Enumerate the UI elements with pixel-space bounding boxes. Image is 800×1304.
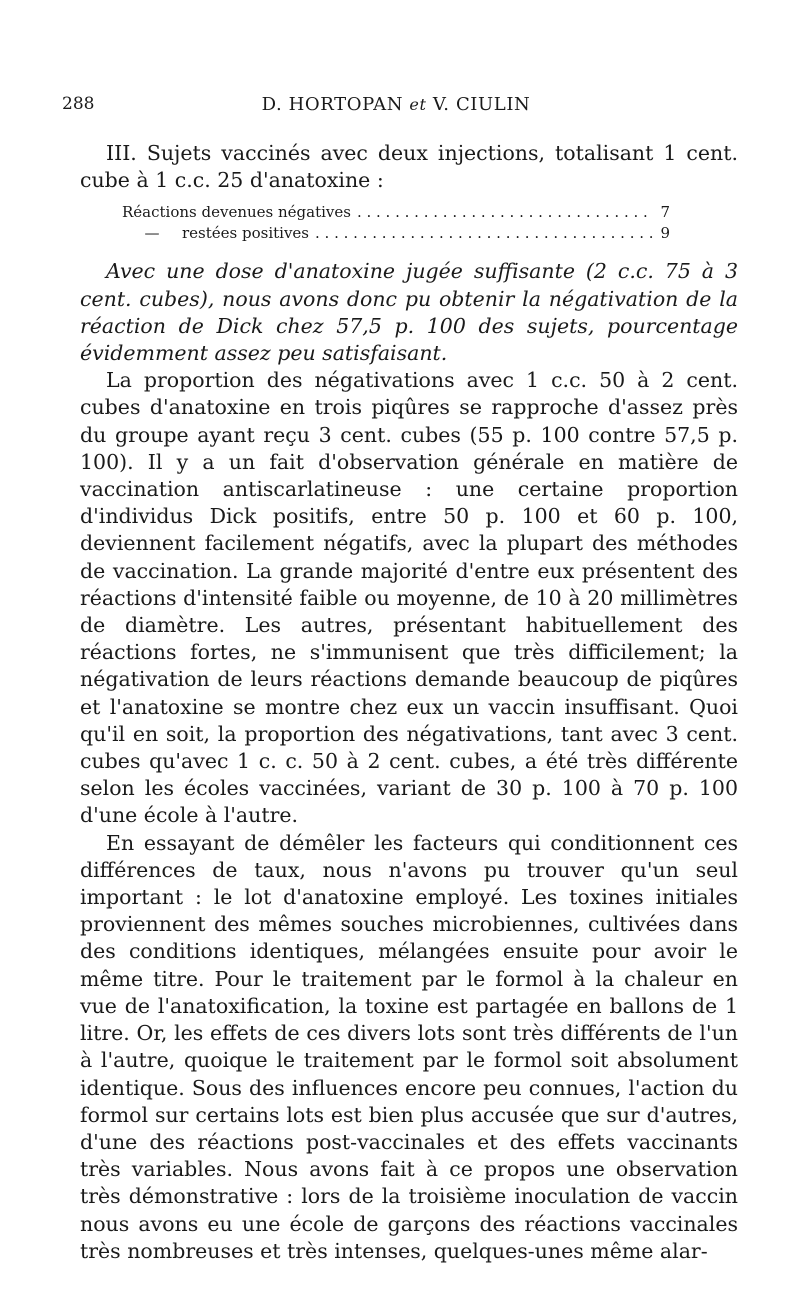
result-label: restées positives [182,224,309,243]
result-row [122,223,670,244]
dot-leader [315,223,654,244]
paragraph-proportion: La proportion des négativations avec 1 c.c. 50 à 2 cent. cubes d'anatoxine en trois piqûres se rapproche d'assez près du groupe ayant reçu 3 cent. cubes (55 p. 100 contre 57,5 p. 100). Il y a un fait d'observation générale en matière de vaccination antiscarlatineuse : une certaine proportion d'individus Dick positifs, entre 50 p. 100 et 60 p. 100, deviennent facilement négatifs, avec la plupart des méthodes de vaccination. La grande majorité d'entre eux présentent des réactions d'intensité faible ou moyenne, de 10 à 20 millimètres de diamètre. Les autres, présentant habituellement des réactions fortes, ne s'immunisent que très difficilement; la négativation de leurs réactions demande beaucoup de piqûres et l'anatoxine se montre chez eux un vaccin insuffisant. Quoi qu'il en soit, la proportion des négativations, tant avec 3 cent. cubes qu'avec 1 c. c. 50 à 2 cent. cubes, a été très différente selon les écoles vaccinées, variant de 30 p. 100 à 70 p. 100 d'une école à l'autre. [80,368,738,828]
running-head [62,94,730,124]
author-2: V. CIULIN [432,94,531,115]
result-value: 9 [660,224,670,243]
paragraph-conclusion: Avec une dose d'anatoxine jugée suffisante (2 c.c. 75 à 3 cent. cubes), nous avons donc pu obtenir la négativation de la réaction de Dick chez 57,5 p. 100 des sujets, pourcentage évidemment assez peu satisfaisant. [80,259,738,366]
author-conjunction: et [409,95,427,114]
author-1: D. HORTOPAN [261,94,404,115]
results-list [122,202,670,244]
paragraph-factors: En essayant de démêler les facteurs qui conditionnent ces différences de taux, nous n'avons pu trouver qu'un seul important : le lot d'anatoxine employé. Les toxines initiales proviennent des mêmes souches microbiennes, cultivées dans des conditions identiques, mélangées ensuite pour avoir le même titre. Pour le traitement par le formol à la chaleur en vue de l'anatoxification, la toxine est partagée en ballons de 1 litre. Or, les effets de ces divers lots sont très différents de l'un à l'autre, quoique le traitement par le formol soit absolument identique. Sous des influences encore peu connues, l'action du formol sur certains lots est bien plus accusée que sur d'autres, d'une des réactions post-vaccinales et des effets vaccinants très variables. Nous avons fait à ce propos une observation très démonstrative : lors de la troisième inoculation de vaccin nous avons eu une école de garçons des réactions vaccinales très nombreuses et très intenses, quelques-unes même alar- [80,830,738,1263]
section-heading: III. Sujets vaccinés avec deux injections, totalisant 1 cent. cube à 1 c.c. 25 d'anatoxine : [80,141,738,193]
body-text [80,140,738,1265]
ditto-dash: — [144,224,160,243]
result-value: 7 [660,203,670,222]
result-label: Réactions devenues négatives [122,203,351,222]
running-title [62,94,730,115]
page-number: 288 [62,94,95,114]
dot-leader [357,202,655,223]
result-row [122,202,670,223]
